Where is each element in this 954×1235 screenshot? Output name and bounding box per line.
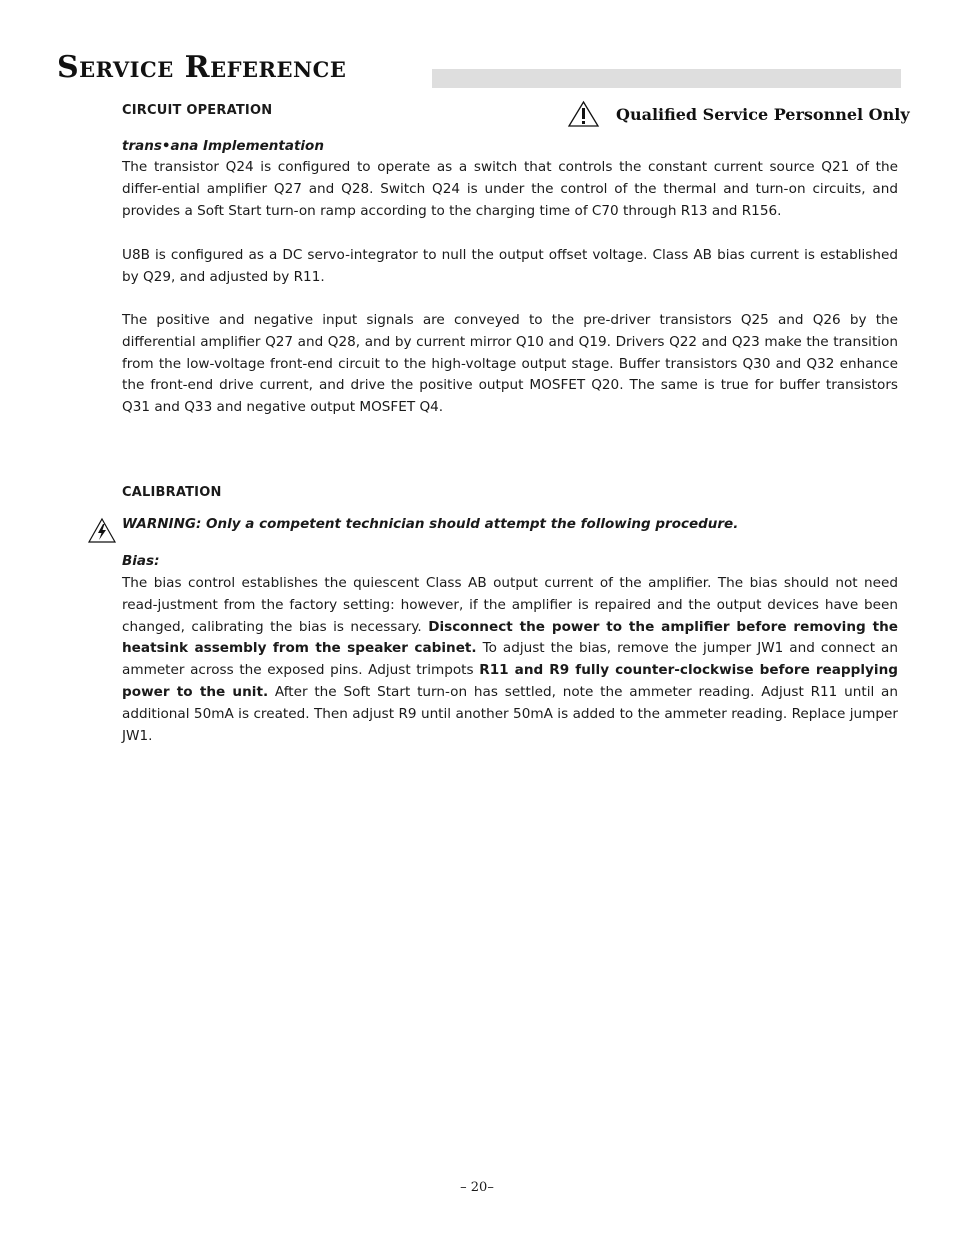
qualified-notice-text: Qualified Service Personnel Only [616, 104, 910, 124]
page-title: Service Reference [57, 50, 347, 85]
title-bar [432, 69, 901, 88]
bias-paragraph [122, 573, 898, 747]
bias-text-3: After the Soft Start turn-on has settled, note the ammeter reading. Adjust R11 until an additional 50mA is created. Then adjust R9 until another 50mA is added to the ammeter reading. Replace jumper JW1. [122, 683, 898, 744]
transana-subheading: trans•ana Implementation [122, 138, 324, 154]
circuit-operation-heading: CIRCUIT OPERATION [122, 103, 273, 118]
qualified-notice [567, 99, 910, 129]
bias-warning-bold-2: R11 and R9 fully counter-clockwise before reapplying power to the unit. [122, 662, 898, 700]
bias-subheading: Bias: [122, 553, 160, 569]
page-number: – 20– [460, 1180, 494, 1195]
lightning-triangle-icon [87, 517, 117, 544]
circuit-paragraph: U8B is configured as a DC servo-integrator to null the output offset voltage. Class AB bias current is established by Q29, and adjusted by R11. [122, 247, 898, 285]
warning-text: WARNING: Only a competent technician should attempt the following procedure. [122, 516, 739, 532]
bias-warning-bold-1: Disconnect the power to the amplifier before removing the heatsink assembly from the speaker cabinet. [122, 618, 898, 657]
bias-text-1: The bias control establishes the quiescent Class AB output current of the amplifier. The bias should not need read-justment from the factory setting: however, if the amplifier is repaired and the output devices have been changed, calibrating the bias is necessary. [122, 575, 898, 635]
calibration-heading: CALIBRATION [122, 485, 222, 500]
exclamation-triangle-icon [567, 100, 600, 128]
circuit-paragraph: The positive and negative input signals are conveyed to the pre-driver transistors Q25 and Q26 by the differential amplifier Q27 and Q28, and by current mirror Q10 and Q19. Drivers Q22 and Q23 make the transition from the low-voltage front-end circuit to the high-voltage output stage. Buffer transistors Q30 and Q32 enhance the front-end drive current, and drive the positive output MOSFET Q20. The same is true for buffer transistors Q31 and Q33 and negative output MOSFET Q4. [122, 312, 898, 416]
bias-text-2: To adjust the bias, remove the jumper JW1 and connect an ammeter across the exposed pins. Adjust trimpots [122, 640, 898, 679]
circuit-paragraph: The transistor Q24 is configured to operate as a switch that controls the constant current source Q21 of the differ-ential amplifier Q27 and Q28. Switch Q24 is under the control of the thermal and turn-on circuits, and provides a Soft Start turn-on ramp according to the charging time of C70 through R13 and R156. [122, 159, 898, 219]
